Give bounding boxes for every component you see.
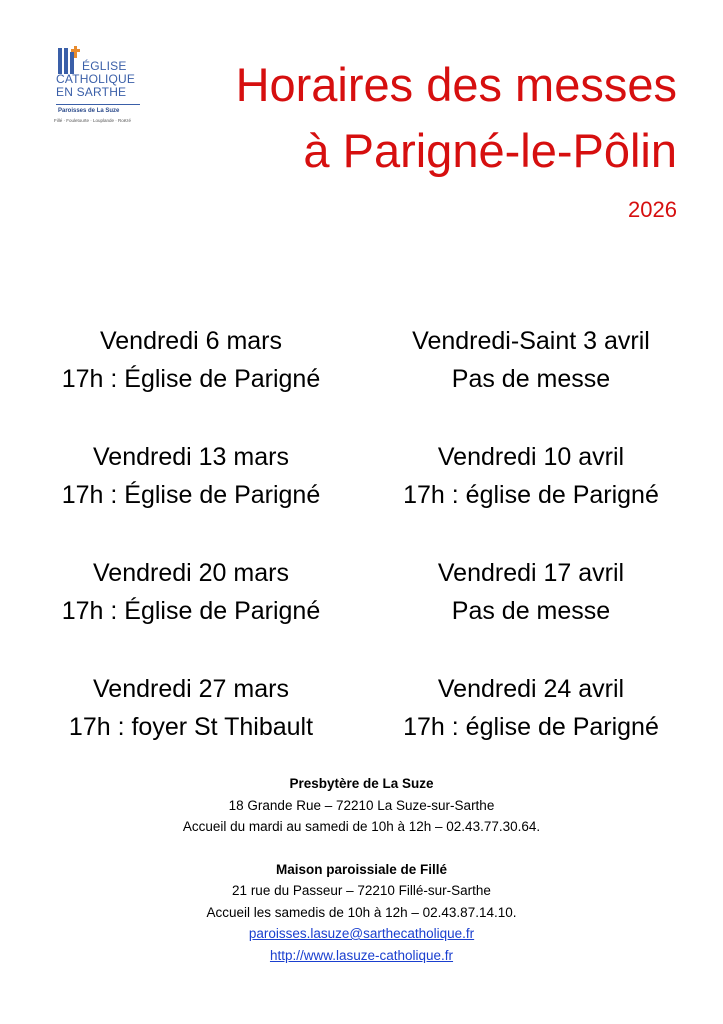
- email-link[interactable]: paroisses.lasuze@sarthecatholique.fr: [248, 926, 475, 941]
- logo-parish-villages: Fillé · Fouletourte · Louplande · Roëzé: [54, 118, 132, 123]
- entry-day: Vendredi 17 avril: [437, 559, 625, 587]
- title-line-2: à Parigné-le-Pôlin: [303, 124, 677, 177]
- schedule-entry: [11, 438, 371, 554]
- entry-detail: Pas de messe: [451, 365, 611, 393]
- schedule-column-march: [11, 322, 371, 786]
- entry-day: Vendredi 13 mars: [93, 443, 289, 471]
- page-title: [236, 52, 677, 184]
- entry-detail: 17h : église de Parigné: [403, 481, 659, 509]
- schedule-entry: [11, 670, 371, 786]
- entry-detail: 17h : Église de Parigné: [61, 365, 321, 393]
- entry-day: Vendredi 20 mars: [93, 559, 289, 587]
- website-link[interactable]: http://www.lasuze-catholique.fr: [269, 947, 454, 963]
- maison-title: Maison paroissiale de Fillé: [275, 861, 448, 877]
- logo-divider: [56, 104, 140, 105]
- diocese-logo: [54, 46, 146, 138]
- entry-detail: 17h : foyer St Thibault: [68, 713, 314, 741]
- schedule-entry: [351, 322, 711, 438]
- entry-detail: 17h : Église de Parigné: [61, 597, 321, 625]
- presbytere-hours: Accueil du mardi au samedi de 10h à 12h – 02.43.77.30.64.: [182, 819, 541, 834]
- year-label: 2026: [628, 197, 677, 222]
- entry-detail: 17h : Église de Parigné: [61, 481, 321, 509]
- contact-footer: [0, 773, 723, 966]
- entry-day: Vendredi 27 mars: [93, 675, 289, 703]
- schedule-entry: [351, 438, 711, 554]
- schedule-entry: [11, 554, 371, 670]
- presbytere-address: 18 Grande Rue – 72210 La Suze-sur-Sarthe: [228, 797, 495, 813]
- maison-address: 21 rue du Passeur – 72210 Fillé-sur-Sarthe: [232, 883, 491, 898]
- footer-spacer: [0, 838, 723, 859]
- logo-text-catholique: CATHOLIQUE: [56, 72, 136, 86]
- maison-hours: Accueil les samedis de 10h à 12h – 02.43.87.14.10.: [206, 904, 517, 920]
- entry-day: Vendredi 24 avril: [437, 675, 625, 703]
- schedule-column-april: [351, 322, 711, 786]
- schedule-entry: [351, 670, 711, 786]
- entry-detail: Pas de messe: [451, 597, 611, 625]
- title-line-1: Horaires des messes: [235, 58, 677, 111]
- schedule-entry: [351, 554, 711, 670]
- entry-day: Vendredi 6 mars: [99, 327, 283, 355]
- entry-day: Vendredi-Saint 3 avril: [412, 327, 650, 355]
- logo-text-eglise: ÉGLISE: [82, 59, 127, 73]
- entry-detail: 17h : église de Parigné: [403, 713, 659, 741]
- presbytere-title: Presbytère de La Suze: [289, 776, 434, 791]
- schedule-entry: [11, 322, 371, 438]
- entry-day: Vendredi 10 avril: [437, 443, 625, 471]
- logo-parish-name: Paroisses de La Suze: [58, 108, 120, 114]
- logo-text-en-sarthe: EN SARTHE: [56, 85, 127, 99]
